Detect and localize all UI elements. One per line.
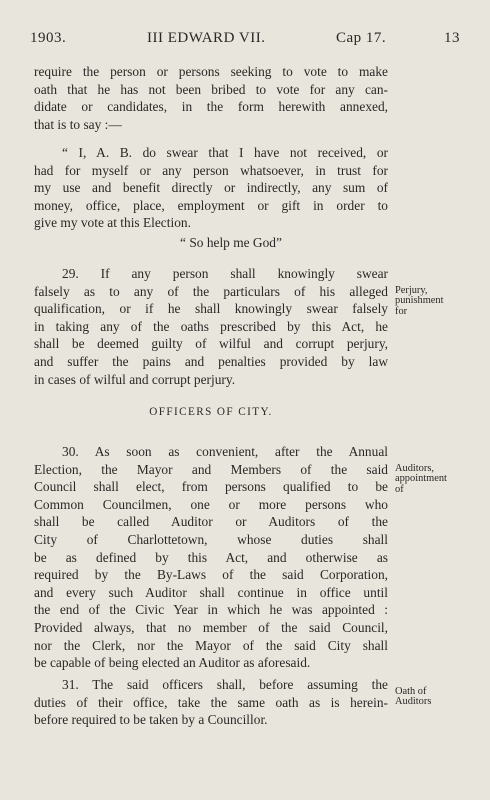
header-title: III EDWARD VII. bbox=[147, 30, 266, 46]
text-line: in taking any of the oaths prescribed by this Act, he bbox=[34, 318, 388, 334]
intro-paragraph bbox=[34, 63, 388, 133]
text-line: didate or candidates, in the form herewith annexed, bbox=[34, 99, 388, 115]
text-line: that is to say :— bbox=[34, 116, 122, 132]
text-line: 29. If any person shall knowingly swear bbox=[62, 266, 388, 281]
oath-paragraph bbox=[34, 144, 388, 232]
margin-line: for bbox=[395, 305, 408, 317]
text-line: give my vote at this Election. bbox=[34, 215, 191, 231]
text-line: Provided always, that no member of the said Council, bbox=[34, 619, 388, 635]
section-31 bbox=[34, 676, 388, 729]
text-line: falsely as to any of the particulars of his alleged bbox=[34, 283, 388, 299]
text-line: be capable of being elected an Auditor as aforesaid. bbox=[34, 655, 311, 671]
section-30 bbox=[34, 443, 388, 672]
text-line: be as defined by this Act, and otherwise as bbox=[34, 549, 388, 565]
page-number: 13 bbox=[444, 30, 460, 46]
margin-note-auditors-appointment bbox=[395, 464, 475, 495]
text-line: before required to be taken by a Councillor. bbox=[34, 712, 268, 728]
text-line: 30. As soon as convenient, after the Annual bbox=[62, 444, 388, 459]
running-header bbox=[30, 30, 460, 54]
text-line: and suffer the pains and penalties provided by law bbox=[34, 353, 388, 369]
section-heading: OFFICERS OF CITY. bbox=[149, 406, 273, 418]
text-line: Common Councilmen, one or more persons who bbox=[34, 496, 388, 512]
text-line: duties of their office, take the same oath as is herein- bbox=[34, 694, 388, 710]
text-line: required by the By-Laws of the said Corporation, bbox=[34, 567, 388, 583]
text-line: require the person or persons seeking to vote to make bbox=[34, 64, 388, 79]
header-year: 1903. bbox=[30, 30, 67, 46]
text-line: Election, the Mayor and Members of the said bbox=[34, 461, 388, 477]
margin-line: appointment bbox=[395, 473, 447, 485]
margin-note-oath-of-auditors bbox=[395, 687, 475, 708]
text-line: nor the Clerk, nor the Mayor of the said City shall bbox=[34, 637, 388, 653]
text-line: City of Charlottetown, whose duties shall bbox=[34, 531, 388, 547]
text-line: shall be deemed guilty of wilful and corrupt perjury, bbox=[34, 336, 388, 352]
text-line: the end of the Civic Year in which he was appointed : bbox=[34, 602, 388, 618]
text-line: in cases of wilful and corrupt perjury. bbox=[34, 371, 236, 387]
margin-line: Oath of bbox=[395, 686, 427, 697]
margin-note-perjury bbox=[395, 286, 475, 317]
oath-closing: “ So help me God” bbox=[180, 235, 282, 250]
section-29 bbox=[34, 265, 388, 388]
margin-line: of bbox=[395, 483, 404, 495]
header-chapter: Cap 17. bbox=[336, 30, 387, 46]
text-line: had for myself or any person whatsoever, in trust for bbox=[34, 162, 388, 178]
text-line: my use and benefit directly or indirectly, any sum of bbox=[34, 180, 388, 196]
margin-line: Auditors bbox=[395, 696, 432, 708]
margin-line: punishment bbox=[395, 295, 444, 307]
text-line: money, office, place, employment or gift in order to bbox=[34, 197, 388, 213]
text-line: Council shall elect, from persons qualified to be bbox=[34, 479, 388, 495]
text-line: qualification, or if he shall knowingly swear falsely bbox=[34, 301, 388, 317]
text-line: oath that he has not been bribed to vote for any can- bbox=[34, 81, 388, 97]
text-line: 31. The said officers shall, before assuming the bbox=[62, 677, 388, 692]
text-line: “ I, A. B. do swear that I have not received, or bbox=[62, 145, 388, 160]
margin-line: Perjury, bbox=[395, 285, 428, 296]
text-line: shall be called Auditor or Auditors of the bbox=[34, 514, 388, 530]
text-line: and every such Auditor shall continue in office until bbox=[34, 584, 388, 600]
margin-line: Auditors, bbox=[395, 463, 434, 474]
